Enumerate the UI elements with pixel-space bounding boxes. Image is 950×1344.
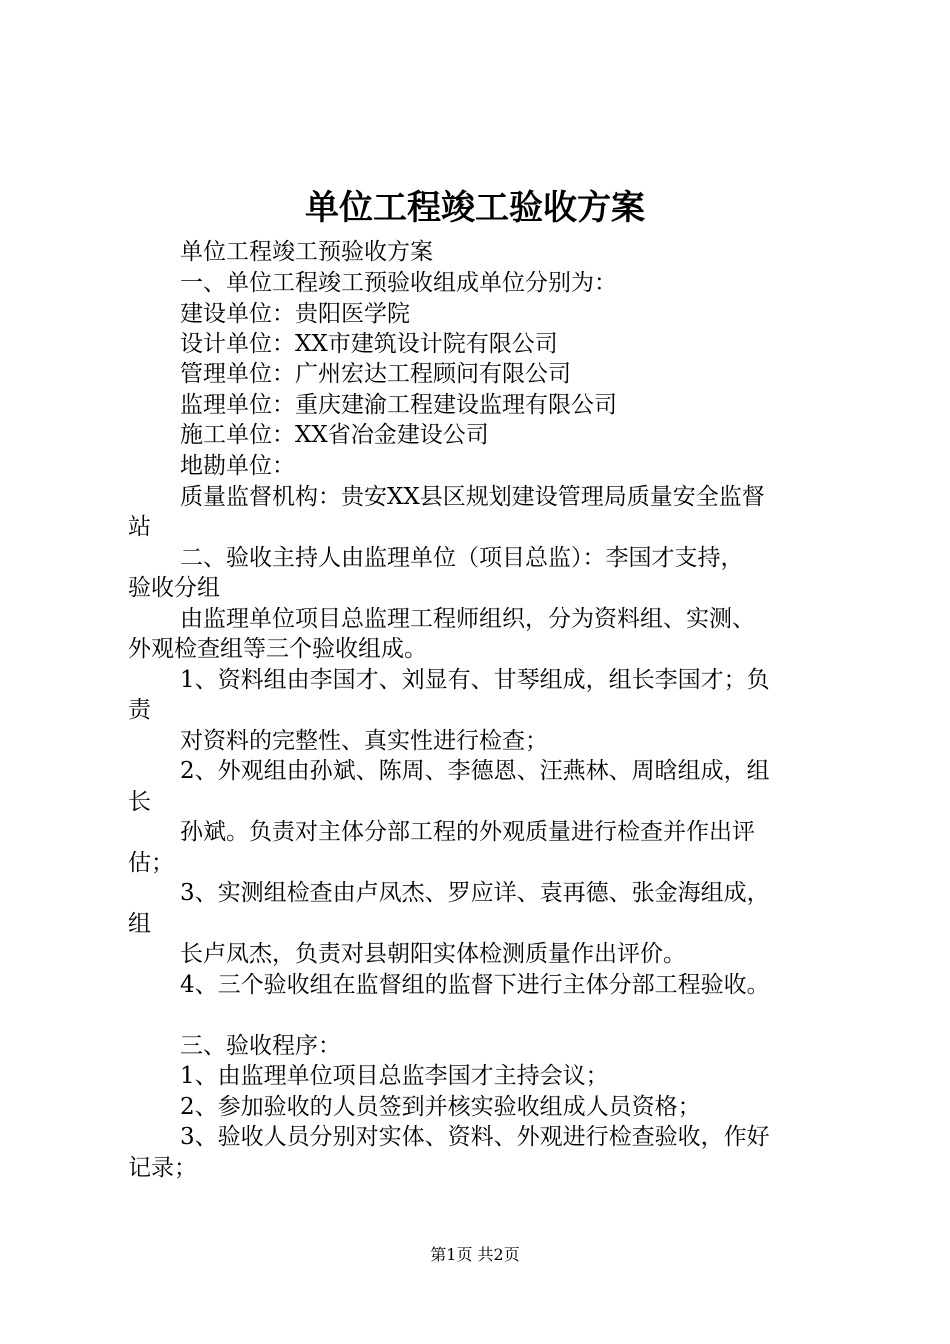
text-line: 2、外观组由孙斌、陈周、李德恩、汪燕林、周晗组成，组 [180,758,770,784]
text-line: 质量监督机构：贵安XX县区规划建设管理局质量安全监督 [180,484,765,510]
text-line: 设计单位：XX市建筑设计院有限公司 [180,331,558,357]
text-line: 建设单位：贵阳医学院 [180,301,410,327]
text-line: 施工单位：XX省冶金建设公司 [180,422,489,448]
text-line: 长卢凤杰，负责对县朝阳实体检测质量作出评价。 [180,941,686,967]
text-line: 2、参加验收的人员签到并核实验收组成人员资格； [180,1094,701,1120]
text-line: 管理单位：广州宏达工程顾问有限公司 [180,361,571,387]
text-line: 1、由监理单位项目总监李国才主持会议； [180,1063,609,1089]
text-line: 记录； [128,1155,197,1181]
text-line: 外观检查组等三个验收组成。 [128,636,427,662]
text-line: 三、验收程序： [180,1033,341,1059]
text-line: 站 [128,514,151,540]
text-line: 由监理单位项目总监理工程师组织，分为资料组、实测、 [180,606,755,632]
text-line: 二、验收主持人由监理单位（项目总监）：李国才支持， [180,545,744,571]
text-line: 组 [128,911,151,937]
text-line: 3、验收人员分别对实体、资料、外观进行检查验收，作好 [180,1124,770,1150]
text-line: 地勘单位： [180,453,295,479]
text-line: 监理单位：重庆建渝工程建设监理有限公司 [180,392,617,418]
page-footer: 第1页 共2页 [430,1245,520,1264]
text-line: 单位工程竣工预验收方案 [180,239,433,265]
text-line: 验收分组 [128,575,220,601]
text-line: 一、单位工程竣工预验收组成单位分别为： [180,270,617,296]
text-line: 长 [128,789,151,815]
text-line: 4、三个验收组在监督组的监督下进行主体分部工程验收。 [180,972,770,998]
text-line: 孙斌。负责对主体分部工程的外观质量进行检查并作出评 [180,819,755,845]
text-line: 3、实测组检查由卢凤杰、罗应详、袁再德、张金海组成， [180,880,770,906]
text-line: 估； [128,850,174,876]
text-line: 责 [128,697,151,723]
text-line: 对资料的完整性、真实性进行检查； [180,728,548,754]
document-title: 单位工程竣工验收方案 [305,188,645,228]
text-line: 1、资料组由李国才、刘显有、甘琴组成，组长李国才；负 [180,667,770,693]
